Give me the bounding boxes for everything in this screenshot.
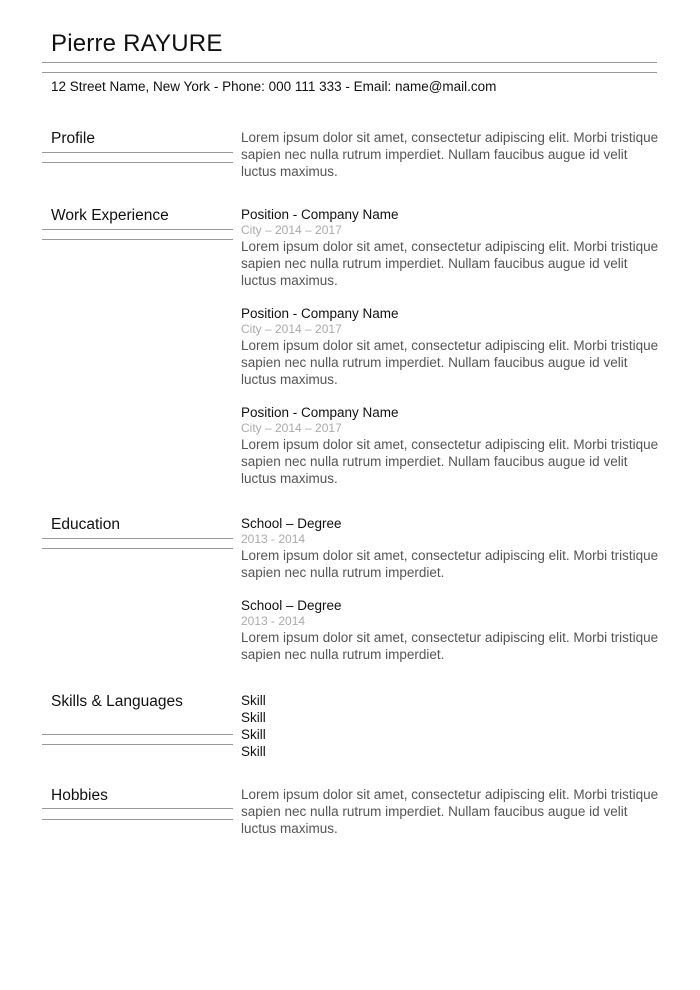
work-entry: [241, 404, 661, 487]
section-title-work: Work Experience: [51, 207, 169, 224]
section-title-profile: Profile: [51, 130, 95, 147]
work-dates: City – 2014 – 2017: [241, 421, 342, 435]
work-entries: [241, 206, 661, 503]
section-divider: [42, 152, 233, 153]
work-description: Lorem ipsum dolor sit amet, consectetur adipiscing elit. Morbi tristique sapien nec nulla rutrum imperdiet. Nullam faucibus augue id velit luctus maximus.: [241, 239, 659, 288]
education-dates: 2013 - 2014: [241, 532, 306, 546]
section-divider: [42, 734, 233, 735]
profile-text: Lorem ipsum dolor sit amet, consectetur adipiscing elit. Morbi tristique sapien nec nulla rutrum imperdiet. Nullam faucibus augue id velit luctus maximus.: [241, 130, 659, 179]
work-position: Position - Company Name: [241, 405, 399, 420]
education-description: Lorem ipsum dolor sit amet, consectetur adipiscing elit. Morbi tristique sapien nec nulla rutrum imperdiet.: [241, 548, 659, 580]
section-divider: [42, 548, 233, 549]
education-entry: [241, 515, 661, 581]
skill-item: Skill: [241, 693, 266, 708]
header-divider-top: [42, 62, 657, 63]
resume-name: Pierre RAYURE: [51, 30, 223, 57]
work-entry: [241, 305, 661, 388]
work-position: Position - Company Name: [241, 207, 399, 222]
skill-item: Skill: [241, 727, 266, 742]
section-divider: [42, 538, 233, 539]
skill-item: Skill: [241, 710, 266, 725]
education-dates: 2013 - 2014: [241, 614, 306, 628]
education-description: Lorem ipsum dolor sit amet, consectetur adipiscing elit. Morbi tristique sapien nec nulla rutrum imperdiet.: [241, 630, 659, 662]
header-divider-bottom: [42, 72, 657, 73]
hobbies-text: Lorem ipsum dolor sit amet, consectetur adipiscing elit. Morbi tristique sapien nec nulla rutrum imperdiet. Nullam faucibus augue id velit luctus maximus.: [241, 787, 659, 836]
section-title-skills: Skills & Languages: [51, 693, 183, 710]
work-entry: [241, 206, 661, 289]
work-position: Position - Company Name: [241, 306, 399, 321]
skills-list: [241, 692, 661, 760]
section-divider: [42, 162, 233, 163]
section-divider: [42, 819, 233, 820]
section-divider: [42, 239, 233, 240]
work-dates: City – 2014 – 2017: [241, 223, 342, 237]
contact-info: 12 Street Name, New York - Phone: 000 111 333 - Email: name@mail.com: [51, 79, 497, 94]
skill-item: Skill: [241, 744, 266, 759]
section-title-education: Education: [51, 516, 120, 533]
section-divider: [42, 808, 233, 809]
section-title-hobbies: Hobbies: [51, 787, 108, 804]
work-description: Lorem ipsum dolor sit amet, consectetur adipiscing elit. Morbi tristique sapien nec nulla rutrum imperdiet. Nullam faucibus augue id velit luctus maximus.: [241, 437, 659, 486]
education-entries: [241, 515, 661, 679]
work-dates: City – 2014 – 2017: [241, 322, 342, 336]
education-degree: School – Degree: [241, 516, 342, 531]
work-description: Lorem ipsum dolor sit amet, consectetur adipiscing elit. Morbi tristique sapien nec nulla rutrum imperdiet. Nullam faucibus augue id velit luctus maximus.: [241, 338, 659, 387]
education-entry: [241, 597, 661, 663]
section-divider: [42, 744, 233, 745]
section-divider: [42, 229, 233, 230]
education-degree: School – Degree: [241, 598, 342, 613]
